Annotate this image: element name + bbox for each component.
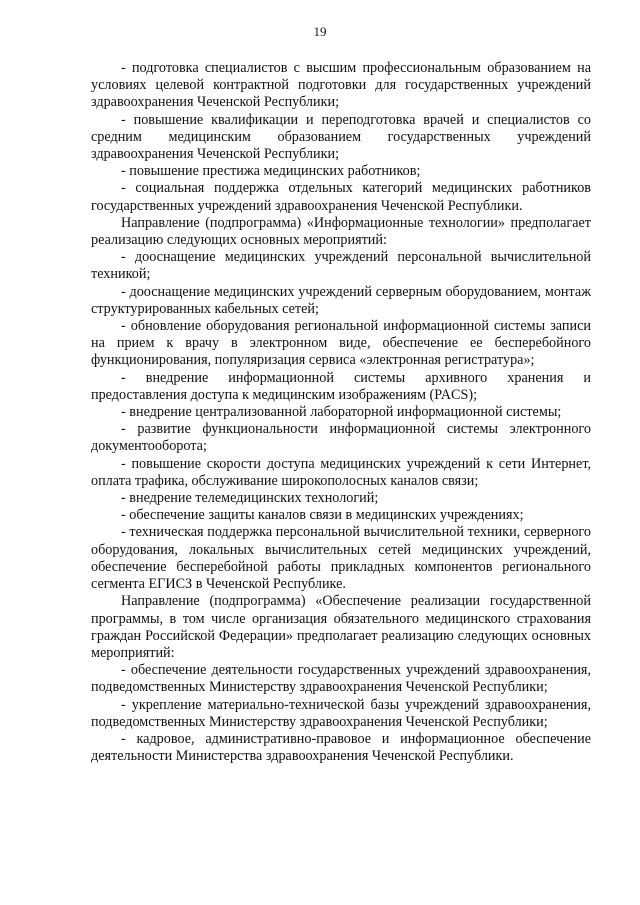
paragraph-3: - повышение престижа медицинских работников; (121, 163, 421, 180)
paragraph-17: - обеспечение деятельности государственных учреждений здравоохранения, подведомственных Министерству здравоохранения Чеченской Республики; (91, 662, 591, 696)
page-number: 19 (313, 24, 327, 39)
paragraph-4: - социальная поддержка отдельных категорий медицинских работников государственных учреждений здравоохранения Чеченской Республики. (91, 180, 591, 214)
paragraph-13: - внедрение телемедицинских технологий; (121, 490, 379, 507)
paragraph-19: - кадровое, административно-правовое и информационное обеспечение деятельности Министерства здравоохранения Чеченской Республики. (91, 730, 591, 765)
paragraph-9: - внедрение информационной системы архивного хранения и предоставления доступа к медицинским изображениям (PACS); (91, 369, 591, 403)
paragraph-2: - повышение квалификации и переподготовка врачей и специалистов со средним медицинским образованием государственных учреждений здравоохранения Чеченской Республики; (91, 111, 591, 163)
paragraph-18: - укрепление материально-технической базы учреждений здравоохранения, подведомственных Министерству здравоохранения Чеченской Республики; (91, 696, 591, 730)
paragraph-8: - обновление оборудования региональной информационной системы записи на прием к врачу в электронном виде, обеспечение ее бесперебойного функционирования, популяризация сервиса «электронная регистратура»; (91, 318, 591, 369)
paragraph-10: - внедрение централизованной лабораторной информационной системы; (121, 404, 562, 421)
paragraph-16: Направление (подпрограмма) «Обеспечение реализации государственной программы, в том числе организация обязательного медицинского страхования граждан Российской Федерации» предполагает реализацию следующих основных мероприятий: (91, 593, 591, 661)
paragraph-7: - дооснащение медицинских учреждений серверным оборудованием, монтаж структурированных кабельных сетей; (91, 283, 591, 317)
paragraph-15: - техническая поддержка персональной вычислительной техники, серверного оборудования, локальных вычислительных сетей медицинских учреждений, обеспечение бесперебойной работы прикладных компонентов регионального сегмента ЕГИСЗ в Чеченской Республике. (91, 524, 591, 593)
paragraph-14: - обеспечение защиты каналов связи в медицинских учреждениях; (121, 507, 524, 524)
paragraph-5: Направление (подпрограмма) «Информационные технологии» предполагает реализацию следующих основных мероприятий: (91, 214, 591, 249)
paragraph-12: - повышение скорости доступа медицинских учреждений к сети Интернет, оплата трафика, обслуживание широкополосных каналов связи; (91, 455, 591, 489)
document-body (91, 60, 591, 765)
paragraph-6: - дооснащение медицинских учреждений персональной вычислительной техникой; (91, 249, 591, 283)
paragraph-11: - развитие функциональности информационной системы электронного документооборота; (91, 421, 591, 455)
paragraph-1: - подготовка специалистов с высшим профессиональным образованием на условиях целевой контрактной подготовки для государственных учреждений здравоохранения Чеченской Республики; (91, 60, 591, 111)
